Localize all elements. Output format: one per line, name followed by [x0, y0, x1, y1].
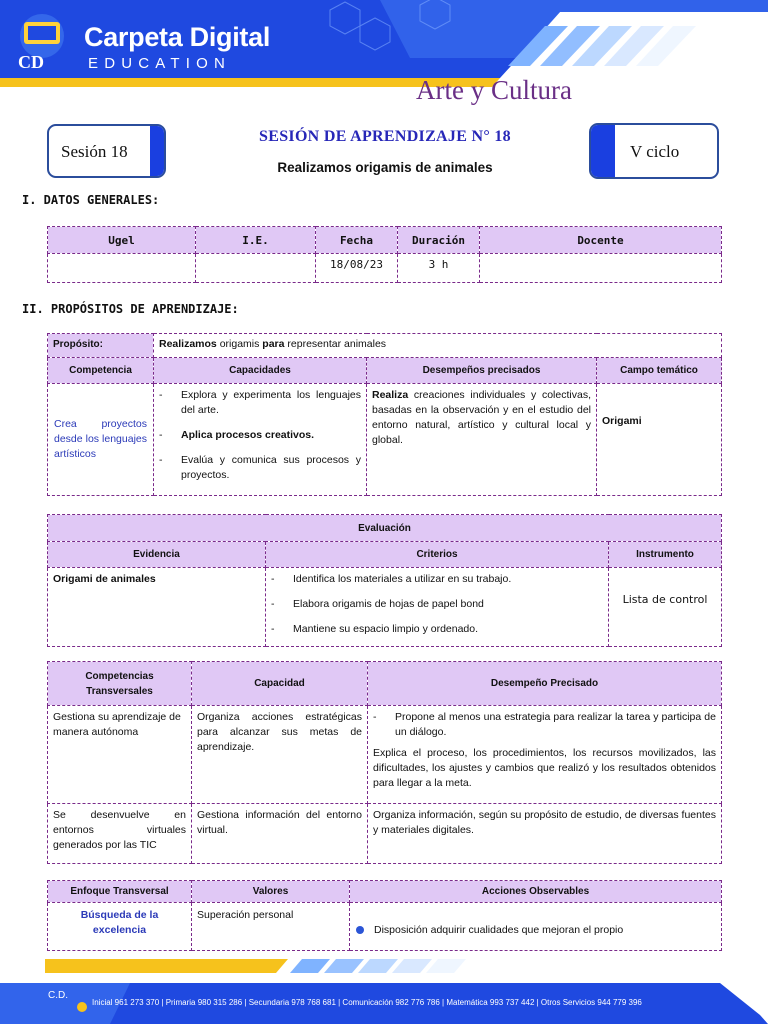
value-ugel	[48, 254, 196, 283]
section-propositos: II. PROPÓSITOS DE APRENDIZAJE:	[22, 302, 239, 316]
logo-initials: CD	[18, 52, 44, 72]
brand-subtitle: EDUCATION	[88, 55, 232, 72]
footer-initials: C.D.	[48, 990, 68, 1001]
valor-cell: Superación personal	[192, 903, 350, 951]
cycle-label: V ciclo	[630, 142, 680, 161]
header-evidencia: Evidencia	[48, 542, 266, 568]
transversal-competencia: Gestiona su aprendizaje de manera autónoma	[48, 706, 192, 804]
desempeno-item: - Propone al menos una estrategia para realizar la tarea y participa de un diálogo.	[373, 711, 716, 738]
header-capacidades: Capacidades	[154, 358, 367, 384]
datos-generales-table	[47, 226, 722, 283]
capacidad-item: - Explora y experimenta los lenguajes del arte.	[159, 389, 361, 416]
evaluacion-title: Evaluación	[48, 515, 722, 542]
desempeno-item: Explica el proceso, los procedimientos, los recursos movilizados, las dificultades, los ajustes y cambios que realizó y los resultados obtenidos para llegar a la meta.	[373, 747, 716, 789]
instrumento-cell: Lista de control	[609, 568, 722, 647]
header-fecha: Fecha	[316, 227, 398, 254]
header-criterios: Criterios	[266, 542, 609, 568]
enfoque-table	[47, 880, 722, 951]
header-desempenos: Desempeños precisados	[367, 358, 597, 384]
competencia-cell: Crea proyectos desde los lenguajes artísticos	[48, 384, 154, 496]
bullet-icon	[356, 926, 364, 934]
header-duracion: Duración	[398, 227, 480, 254]
evidencia-cell: Origami de animales	[48, 568, 266, 647]
header-competencias-transversales: Competencias Transversales	[48, 662, 192, 706]
transversal-capacidad: Organiza acciones estratégicas para alcanzar sus metas de aprendizaje.	[192, 706, 368, 804]
value-fecha: 18/08/23	[316, 254, 398, 283]
criterios-cell	[266, 568, 609, 647]
criterio-item: - Mantiene su espacio limpio y ordenado.	[271, 623, 479, 635]
header-ugel: Ugel	[48, 227, 196, 254]
header-desempeno-precisado: Desempeño Precisado	[368, 662, 722, 706]
transversal-capacidad: Gestiona información del entorno virtual.	[192, 804, 368, 864]
session-subtitle: Realizamos origamis de animales	[277, 160, 493, 175]
footer-banner	[0, 955, 768, 1024]
campo-cell: Origami	[597, 384, 722, 496]
value-duracion: 3 h	[398, 254, 480, 283]
accion-cell: Disposición adquirir cualidades que mejoran el propio	[350, 903, 722, 951]
session-number-box	[47, 124, 166, 178]
header-docente: Docente	[480, 227, 722, 254]
propositos-table	[47, 333, 722, 496]
session-title: SESIÓN DE APRENDIZAJE N° 18	[259, 128, 511, 145]
capacidad-item: - Evalúa y comunica sus procesos y proyectos.	[159, 454, 361, 481]
header-competencia: Competencia	[48, 358, 154, 384]
session-number: Sesión 18	[61, 142, 128, 161]
header-ie: I.E.	[196, 227, 316, 254]
proposito-text: Realizamos origamis para representar animales	[154, 334, 722, 358]
header-enfoque: Enfoque Transversal	[48, 881, 192, 903]
evaluacion-table	[47, 514, 722, 647]
criterio-item: - Identifica los materiales a utilizar en su trabajo.	[271, 573, 512, 585]
header-instrumento: Instrumento	[609, 542, 722, 568]
subject-title: Arte y Cultura	[416, 75, 572, 105]
criterio-item: - Elabora origamis de hojas de papel bond	[271, 598, 484, 610]
footer-contacts: Inicial 961 273 370 | Primaria 980 315 286 | Secundaria 978 768 681 | Comunicación 982 776 786 | Matemática 993 737 442 | Otros Servicios 944 779 396	[92, 998, 642, 1007]
value-ie	[196, 254, 316, 283]
desempenos-cell: Realiza creaciones individuales y colectivas, basadas en la observación y en el estudio del entorno natural, artístico y cultural local y global.	[367, 384, 597, 496]
header-banner	[0, 0, 768, 95]
section-datos-generales: I. DATOS GENERALES:	[22, 193, 160, 207]
transversal-desempeno	[368, 706, 722, 804]
proposito-label: Propósito:	[48, 334, 154, 358]
header-campo: Campo temático	[597, 358, 722, 384]
header-acciones: Acciones Observables	[350, 881, 722, 903]
header-valores: Valores	[192, 881, 350, 903]
transversal-competencia: Se desenvuelve en entornos virtuales generados por las TIC	[48, 804, 192, 864]
enfoque-cell: Búsqueda de la excelencia	[48, 903, 192, 951]
transversal-desempeno: Organiza información, según su propósito de estudio, de diversas fuentes y materiales digitales.	[368, 804, 722, 864]
brand-name: Carpeta Digital	[84, 22, 271, 52]
header-capacidad: Capacidad	[192, 662, 368, 706]
transversales-table	[47, 661, 722, 864]
capacidades-cell	[154, 384, 367, 496]
value-docente	[480, 254, 722, 283]
capacidad-item: - Aplica procesos creativos.	[159, 429, 315, 441]
